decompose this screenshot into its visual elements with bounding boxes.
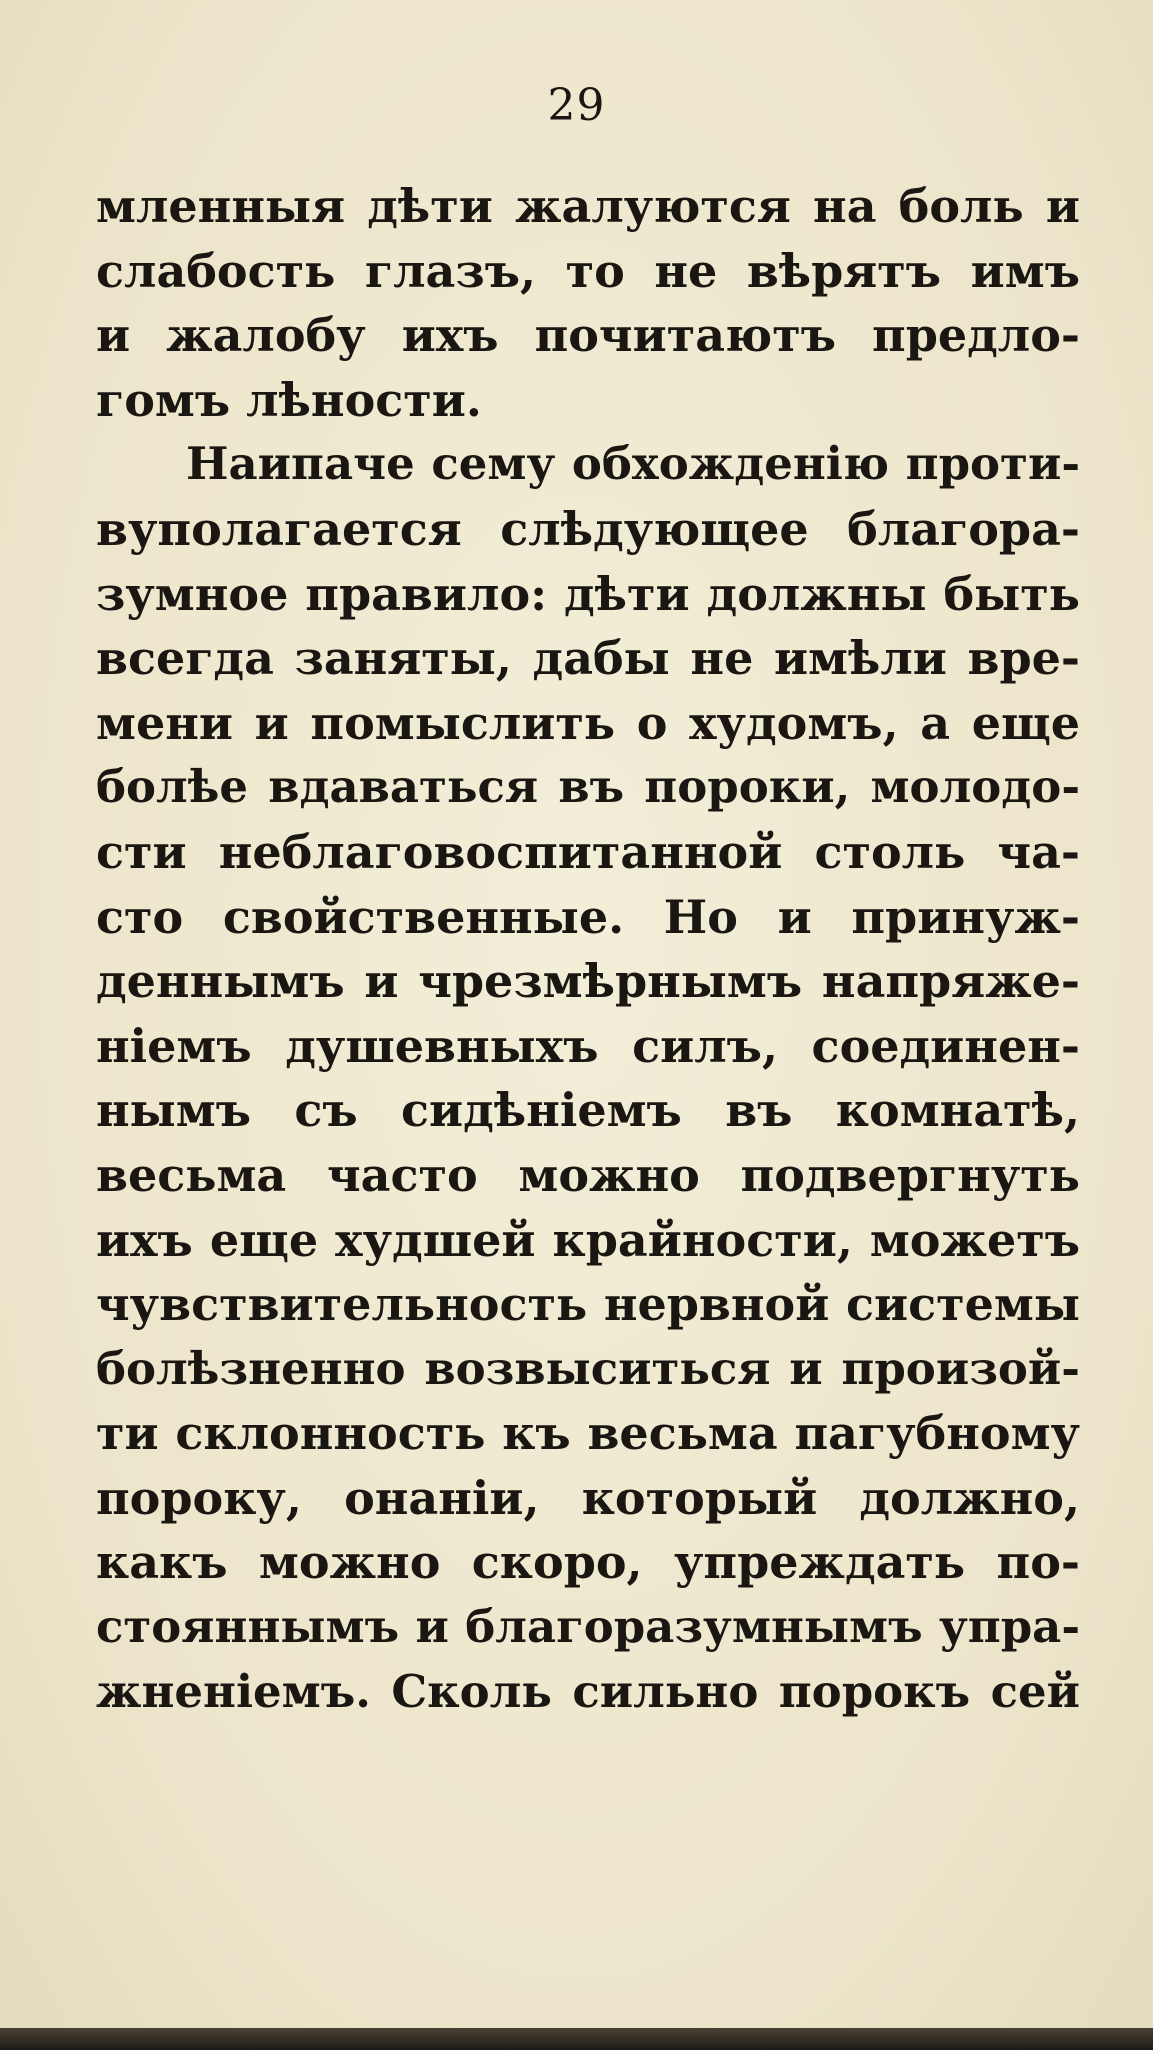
text-line: нымъ съ сидѣніемъ въ комнатѣ, xyxy=(96,1083,1080,1138)
page-bottom-edge xyxy=(0,2028,1153,2050)
body-text xyxy=(96,174,1080,1724)
text-line: чувствительность нервной системы xyxy=(96,1277,1080,1332)
paragraph-end-line: гомъ лѣности. xyxy=(96,372,482,427)
text-line: стояннымъ и благоразумнымъ упра- xyxy=(96,1600,1080,1654)
text-line: мени и помыслить о худомъ, а еще xyxy=(96,695,1080,750)
text-line: ихъ еще худшей крайности, можетъ xyxy=(96,1212,1080,1267)
text-line: болѣзненно возвыситься и произой- xyxy=(96,1341,1080,1395)
text-line: сто свойственные. Но и принуж- xyxy=(96,889,1080,944)
text-line: вуполагается слѣдующее благора- xyxy=(96,501,1080,556)
text-line: какъ можно скоро, упреждать по- xyxy=(96,1535,1080,1590)
text-line: жненіемъ. Сколь сильно порокъ сей xyxy=(96,1664,1080,1718)
text-line: весьма часто можно подвергнуть xyxy=(96,1147,1080,1202)
text-line: ти склонность къ весьма пагубному xyxy=(96,1406,1080,1461)
paragraph-start-line: Наипаче сему обхожденію проти- xyxy=(186,437,1080,491)
text-line: всегда заняты, дабы не имѣли вре- xyxy=(96,631,1080,686)
text-line: болѣе вдаваться въ пороки, молодо- xyxy=(96,760,1080,814)
text-line: пороку, онаніи, который должно, xyxy=(96,1470,1080,1525)
text-line: сти неблаговоспитанной столь ча- xyxy=(96,824,1080,879)
text-line: и жалобу ихъ почитаютъ предло- xyxy=(96,308,1080,363)
text-line: зумное правило: дѣти должны быть xyxy=(96,566,1080,621)
page-number: 29 xyxy=(547,80,606,131)
text-line: ніемъ душевныхъ силъ, соединен- xyxy=(96,1018,1080,1073)
text-line: мленныя дѣти жалуются на боль и xyxy=(96,179,1080,233)
text-line: деннымъ и чрезмѣрнымъ напряже- xyxy=(96,954,1080,1009)
text-line: слабость глазъ, то не вѣрятъ имъ xyxy=(96,243,1080,298)
